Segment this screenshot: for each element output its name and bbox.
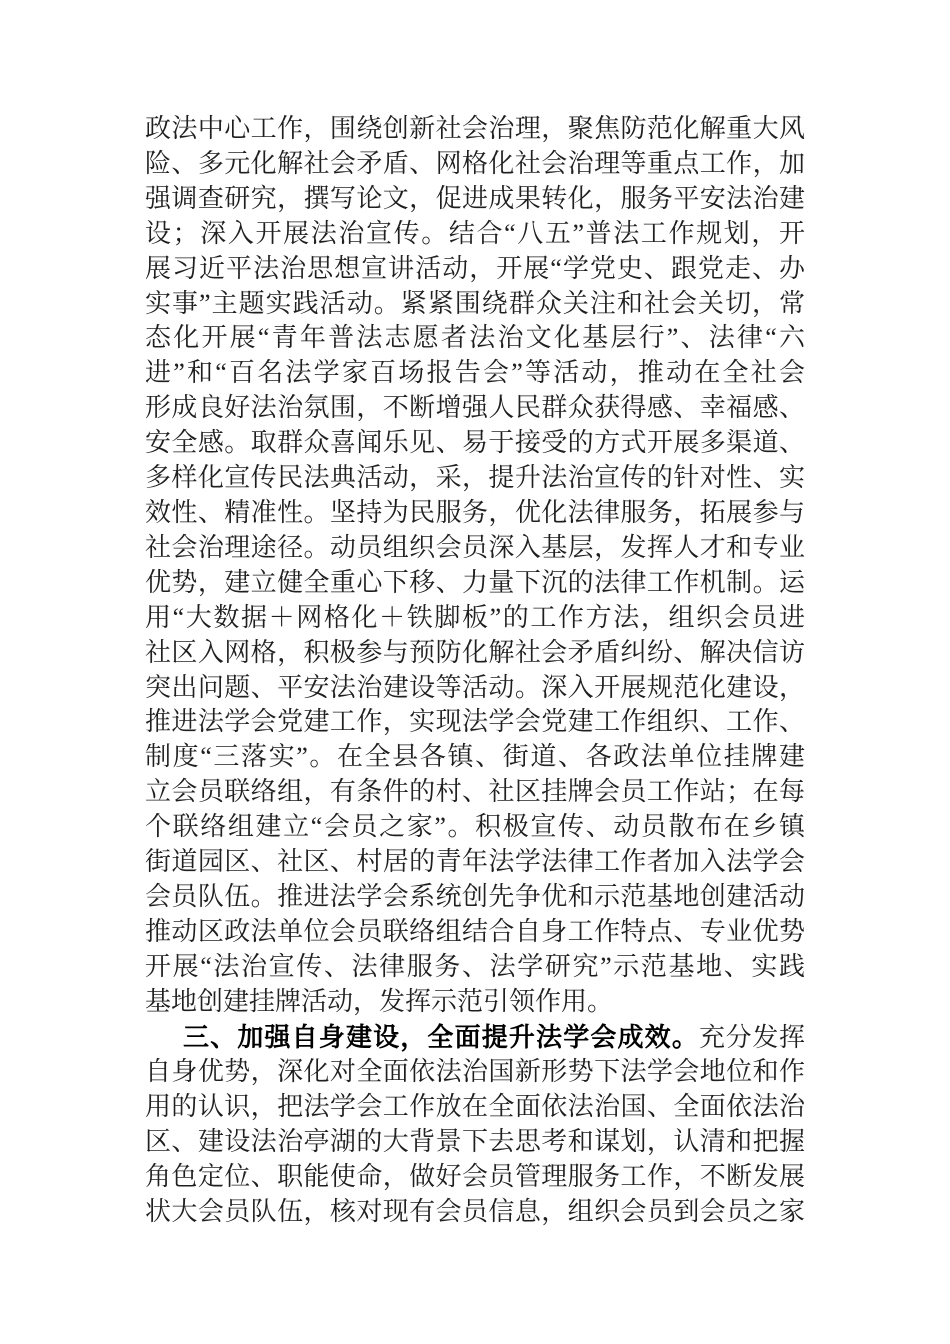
body-text: 效性、精准性。坚持为民服务，优化法律服务，拓展参与 xyxy=(145,497,805,527)
text-line xyxy=(145,112,805,147)
body-text: 开展“法治宣传、法律服务、法学研究”示范基地、实践 xyxy=(145,951,805,981)
body-text: 优势，建立健全重心下移、力量下沉的法律工作机制。运 xyxy=(145,567,805,597)
body-text: 社会治理途径。动员组织会员深入基层，发挥人才和专业 xyxy=(145,532,805,562)
body-text: 区、建设法治亭湖的大背景下去思考和谋划，认清和把握 xyxy=(145,1127,805,1157)
text-line xyxy=(145,461,805,496)
section-heading-text: 三、加强自身建设，全面提升法学会成效。 xyxy=(183,1021,699,1052)
body-text: 突出问题、平安法治建设等活动。深入开展规范化建设， xyxy=(145,672,805,702)
text-line xyxy=(145,950,805,985)
body-text: 用“大数据＋网格化＋铁脚板”的工作方法，组织会员进 xyxy=(145,602,805,632)
body-text: 推进法学会党建工作，实现法学会党建工作组织、工作、 xyxy=(145,707,805,737)
text-block xyxy=(145,112,805,1230)
text-line xyxy=(145,147,805,182)
body-text: 用的认识，把法学会工作放在全面依法治国、全面依法治 xyxy=(145,1092,805,1122)
text-line xyxy=(145,705,805,740)
body-text: 街道园区、社区、村居的青年法学法律工作者加入法学会 xyxy=(145,847,805,877)
text-line xyxy=(145,391,805,426)
body-text: 险、多元化解社会矛盾、网格化社会治理等重点工作，加 xyxy=(145,148,805,178)
text-line xyxy=(145,426,805,461)
text-line xyxy=(145,740,805,775)
text-line xyxy=(145,880,805,915)
body-text: 展习近平法治思想宣讲活动，开展“学党史、跟党走、办 xyxy=(145,253,805,283)
body-text: 会员队伍。推进法学会系统创先争优和示范基地创建活动 xyxy=(145,881,805,911)
body-text: 充分发挥 xyxy=(699,1022,805,1052)
body-text: 个联络组建立“会员之家”。积极宣传、动员散布在乡镇 xyxy=(145,812,805,842)
text-line xyxy=(145,845,805,880)
body-text: 推动区政法单位会员联络组结合自身工作特点、专业优势 xyxy=(145,916,805,946)
body-text: 自身优势，深化对全面依法治国新形势下法学会地位和作 xyxy=(145,1057,805,1087)
text-line xyxy=(145,985,805,1020)
text-line xyxy=(145,1195,805,1230)
text-line xyxy=(145,1020,805,1056)
text-line xyxy=(145,217,805,252)
body-text: 基地创建挂牌活动，发挥示范引领作用。 xyxy=(145,986,614,1016)
body-text: 态化开展“青年普法志愿者法治文化基层行”、法律“六 xyxy=(145,323,805,353)
body-text: 形成良好法治氛围，不断增强人民群众获得感、幸福感、 xyxy=(145,393,805,423)
text-line xyxy=(145,252,805,287)
body-text: 制度“三落实”。在全县各镇、街道、各政法单位挂牌建 xyxy=(145,742,805,772)
text-line xyxy=(145,1055,805,1090)
text-line xyxy=(145,287,805,322)
body-text: 安全感。取群众喜闻乐见、易于接受的方式开展多渠道、 xyxy=(145,428,805,458)
text-line xyxy=(145,321,805,356)
body-text: 强调查研究，撰写论文，促进成果转化，服务平安法治建 xyxy=(145,183,805,213)
text-line xyxy=(145,496,805,531)
text-line xyxy=(145,636,805,671)
text-line xyxy=(145,356,805,391)
text-line xyxy=(145,1160,805,1195)
text-line xyxy=(145,531,805,566)
text-line xyxy=(145,1090,805,1125)
body-text: 进”和“百名法学家百场报告会”等活动，推动在全社会 xyxy=(145,358,805,388)
text-line xyxy=(145,915,805,950)
body-text: 立会员联络组，有条件的村、社区挂牌会员工作站；在每 xyxy=(145,777,805,807)
body-text: 多样化宣传民法典活动，采，提升法治宣传的针对性、实 xyxy=(145,463,805,493)
body-text: 角色定位、职能使命，做好会员管理服务工作，不断发展 xyxy=(145,1162,805,1192)
text-line xyxy=(145,1125,805,1160)
body-text: 政法中心工作，围绕创新社会治理，聚焦防范化解重大风 xyxy=(145,114,805,143)
body-text: 设；深入开展法治宣传。结合“八五”普法工作规划，开 xyxy=(145,218,805,248)
body-text: 实事”主题实践活动。紧紧围绕群众关注和社会关切，常 xyxy=(145,288,805,318)
text-line xyxy=(145,671,805,706)
body-text: 状大会员队伍，核对现有会员信息，组织会员到会员之家 xyxy=(145,1197,805,1227)
text-line xyxy=(145,810,805,845)
text-line xyxy=(145,566,805,601)
text-line xyxy=(145,775,805,810)
text-line xyxy=(145,601,805,636)
text-line xyxy=(145,182,805,217)
body-text: 社区入网格，积极参与预防化解社会矛盾纠纷、解决信访 xyxy=(145,637,805,667)
